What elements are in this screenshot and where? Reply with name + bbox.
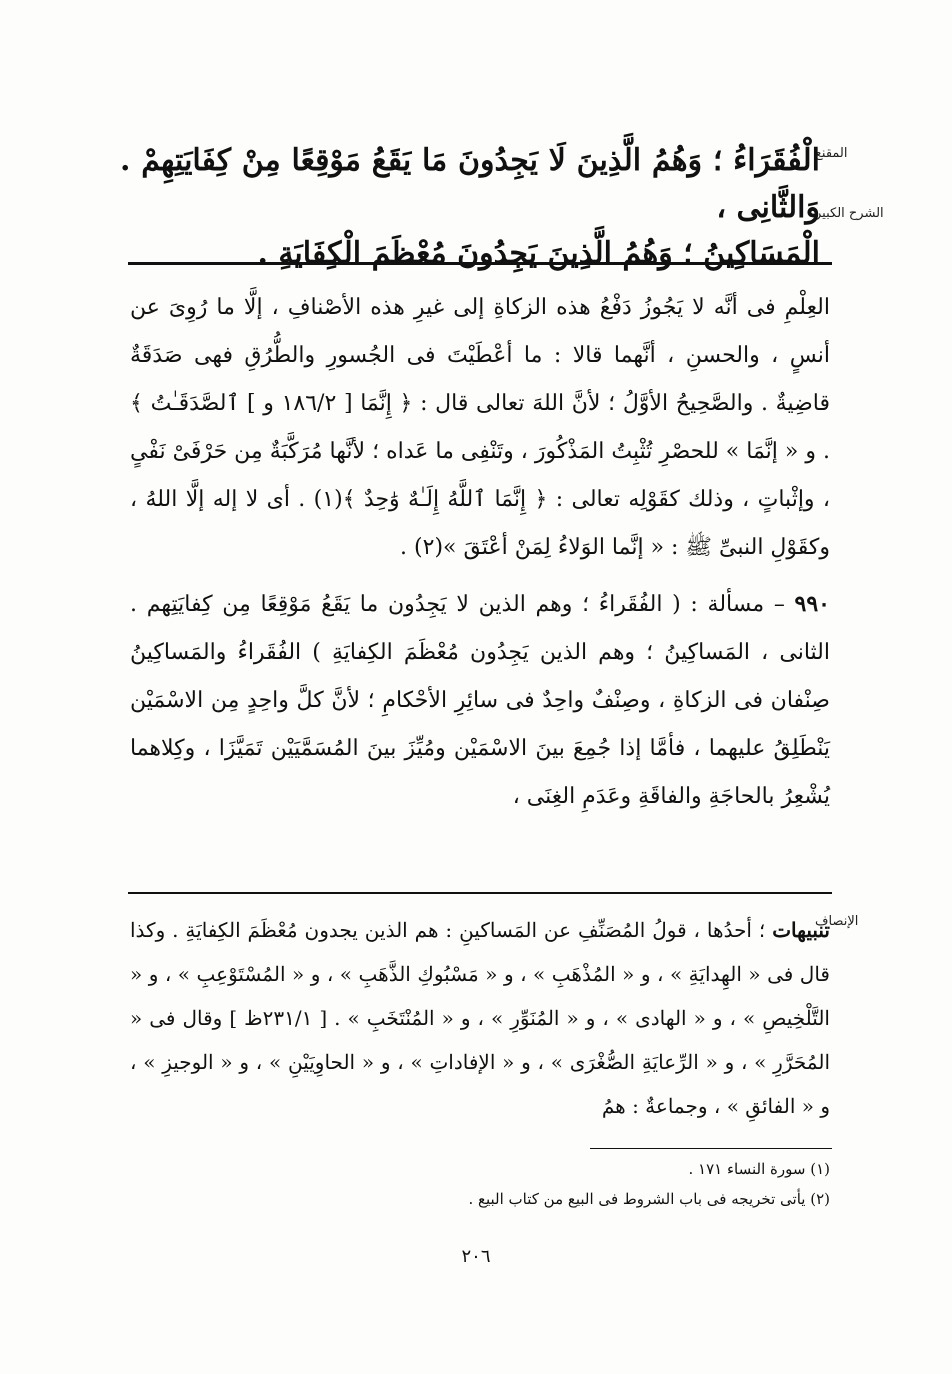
insaf-lead: تنبيهات [772,918,830,942]
section-divider-top [128,262,832,265]
sharh-text [130,284,830,821]
muqni-line-2: الْمَسَاكِينُ ؛ وَهُمُ الَّذِينَ يَجِدُونَ مُعْظَمَ الْكِفَايَةِ . [257,236,820,271]
insaf-body: ؛ أحدُها ، قولُ المُصَنِّفِ عن المَساكينِ : هم الذين يجدون مُعْظَمَ الكِفايَةِ . وكذا قال فى « الهِدايَةِ » ، و « المُذْهَبِ » ، و « مَسْبُوكِ الذَّهَبِ » ، و « المُسْتَوْعِبِ » ، و « التَّلْخِيصِ » ، و « الهادى » ، و « المُنَوِّرِ » ، و « المُنْتَخَبِ » . [ ٢٣١/١ظ ] وقال فى « المُحَرَّرِ » ، و « الرِّعايَةِ الصُّغْرَى » ، و « الإفاداتِ » ، و « الحاوِيَيْنِ » ، و « الوجيزِ » ، و « الفائقِ » ، وجماعةٌ : همُ [130,918,830,1118]
muqni-label: المقنع [815,146,848,161]
footnote-1: (١) سورة النساء ١٧١ . [688,1160,830,1178]
insaf-paragraph [130,908,830,1128]
sharh-paragraph-2 [130,580,830,821]
issue-number: ٩٩٠ [794,591,830,617]
sharh-label: الشرح الكبير [815,206,884,221]
footnote-2: (٢) يأتى تخريجه فى باب الشروط فى البيع من كتاب البيع . [468,1190,830,1208]
insaf-label: الإنصاف [815,914,859,929]
footnotes [360,1154,830,1214]
muqni-text [120,138,820,278]
sharh-paragraph-1: العِلْمِ فى أنَّه لا يَجُوزُ دَفْعُ هذه الزكاةِ إلى غيرِ هذه الأصْنافِ ، إلَّا ما رُوِىَ عن أنسٍ ، والحسنِ ، أنَّهما قالا : ما أعْطَيْتَ فى الجُسورِ والطُّرُقِ فهى صَدَقَةٌ قاضِيةٌ . والصَّحِيحُ الأوَّلُ ؛ لأنَّ اللهَ تعالى قال : ﴿ إِنَّمَا [ ١٨٦/٢ و ] ٱلصَّدَقَـٰتُ ﴾ . و « إنَّمَا » للحصْرِ تُثْبِتُ المَذْكُورَ ، وتَنْفِى ما عَداه ؛ لأنَّها مُرَكَّبَةٌ مِن حَرْفَىْ نَفْىٍ ، وإثْباتٍ ، وذلك كقَوْلِه تعالى : ﴿ إِنَّمَا ٱللَّهُ إِلَـٰهٌ وَٰحِدٌ ﴾(١) . أى لا إله إلَّا اللهُ ، وكقَوْلِ النبىِّ ﷺ : « إنَّما الوَلاءُ لِمَنْ أعْتَقَ »(٢) . [130,295,831,560]
footnote-divider [590,1148,832,1149]
issue-text: – مسألة : ( الفُقَراءُ ؛ وهم الذين لا يَجِدُون ما يَقَعُ مَوْقِعًا مِن كِفايَتِهم . الثانى ، المَساكِينُ ؛ وهم الذين يَجِدُون مُعْظَمَ الكِفايَةِ ) الفُقَراءُ والمَساكِينُ صِنْفان فى الزكاةِ ، وصِنْفٌ واحِدٌ فى سائِرِ الأحْكامِ ؛ لأنَّ كلَّ واحِدٍ مِن الاسْمَيْن يَنْطَلِقُ عليهما ، فأمَّا إذا جُمِعَ بينَ الاسْمَيْن ومُيِّزَ بينَ المُسَمَّيَيْن تَمَيَّزَا ، وكِلاهما يُشْعِرُ بالحاجَةِ والفاقَةِ وعَدَمِ الغِنَى ، [130,592,830,809]
insaf-text [130,908,830,1128]
page-number: ٢٠٦ [461,1246,491,1267]
section-divider-bottom [128,892,832,894]
muqni-line-1: الْفُقَرَاءُ ؛ وَهُمُ الَّذِينَ لَا يَجِدُونَ مَا يَقَعُ مَوْقِعًا مِنْ كِفَايَتِهِمْ . وَالثَّانِى ، [120,143,820,225]
